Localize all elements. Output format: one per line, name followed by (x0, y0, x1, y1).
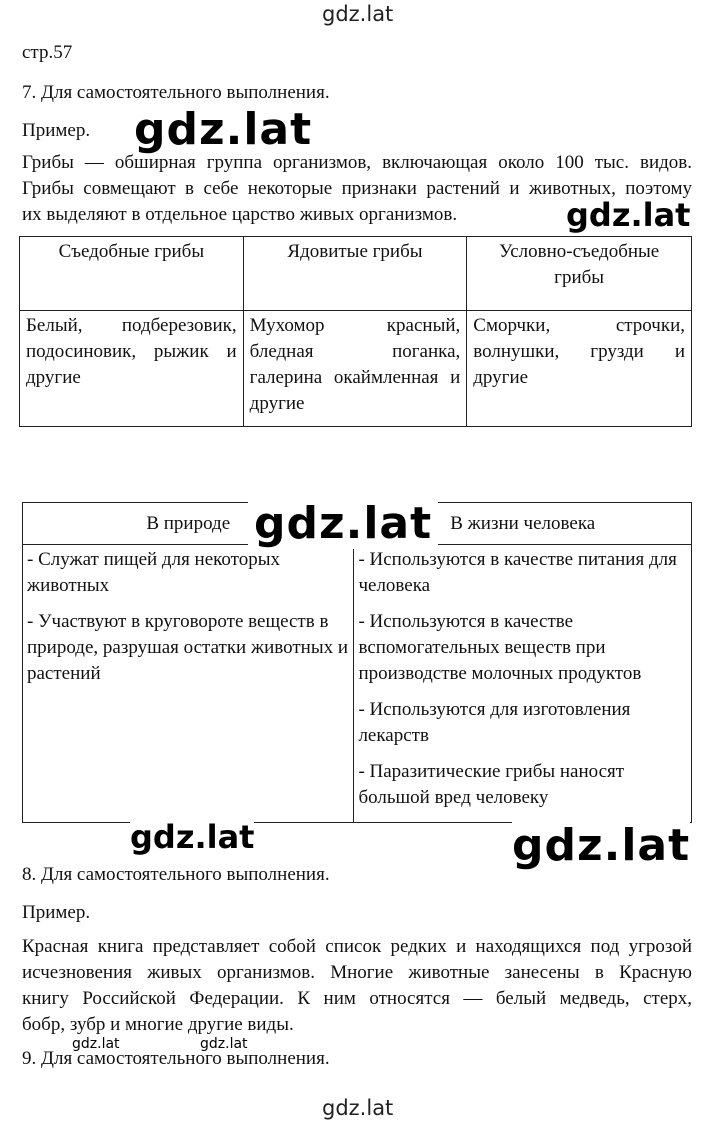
table-row (20, 311, 692, 427)
watermark-below-table-left: gdz.lat (130, 818, 255, 856)
table-header-edible: Съедобные грибы (20, 237, 244, 311)
mushroom-role-table (22, 502, 692, 823)
table-cell-in-human-life (354, 545, 692, 823)
table-header-in-nature: В природе (23, 503, 354, 545)
task7-paragraph-line: их выделяют в отдельное царство живых организмов. (22, 204, 458, 225)
task8-paragraph (22, 934, 692, 1038)
list-item: - Используются в качестве вспомогательных веществ при производстве молочных продуктов (358, 611, 642, 684)
page-reference: стр.57 (22, 42, 73, 63)
table-header-in-human-life: В жизни человека (354, 503, 692, 545)
task7-heading: 7. Для самостоятельного выполнения. (22, 82, 330, 103)
list-item: - Паразитические грибы наносят большой вред человеку (358, 761, 625, 808)
list-item: - Используются в качестве питания для человека (358, 549, 677, 596)
table-header-poisonous: Ядовитые грибы (243, 237, 467, 311)
list-item: - Используются для изготовления лекарств (358, 699, 631, 746)
watermark-table2-header: gdz.lat (248, 498, 438, 549)
watermark-top: gdz.lat (322, 2, 394, 26)
list-item: - Служат пищей для некоторых животных (27, 549, 280, 596)
task8-paragraph-line: книгу Российской Федерации. К ним относятся — белый медведь, стерх, (22, 988, 692, 1009)
watermark-tiny-right: gdz.lat (200, 1036, 248, 1052)
table-cell-in-nature (23, 545, 354, 823)
list-item: - Участвуют в круговороте веществ в природе, разрушая остатки животных и растений (27, 611, 349, 684)
table-header-conditionally-edible: Условно-съедобные грибы (467, 237, 692, 311)
task8-paragraph-line: бобр, зубр и многие другие виды. (22, 1014, 294, 1035)
task8-paragraph-line: Красная книга представляет собой список редких и находящихся под угрозой (22, 936, 692, 957)
task8-heading: 8. Для самостоятельного выполнения. (22, 864, 330, 885)
table-cell-poisonous: Мухомор красный, бледная поганка, галерина окаймленная и другие (243, 311, 467, 427)
watermark-bottom: gdz.lat (322, 1096, 394, 1120)
table-header-row (20, 237, 692, 311)
task8-paragraph-line: исчезновения живых организмов. Многие животные занесены в Красную (22, 962, 692, 983)
watermark-below-table-right: gdz.lat (512, 820, 691, 871)
table-cell-conditionally-edible: Сморчки, строчки, волнушки, грузди и другие (467, 311, 692, 427)
watermark-after-primer: gdz.lat (134, 104, 313, 155)
task8-example-label: Пример. (22, 902, 91, 923)
table-cell-edible: Белый, подберезовик, подосиновик, рыжик и другие (20, 311, 244, 427)
watermark-tiny-left: gdz.lat (72, 1036, 120, 1052)
task9-heading: 9. Для самостоятельного выполнения. (22, 1048, 330, 1069)
watermark-after-paragraph: gdz.lat (566, 196, 691, 234)
mushroom-types-table (19, 236, 692, 427)
task7-paragraph-line: Грибы — обширная группа организмов, включающая около 100 тыс. видов. (22, 152, 692, 173)
table-row (23, 545, 692, 823)
task7-paragraph-line: Грибы совмещают в себе некоторые признаки растений и животных, поэтому (22, 178, 692, 199)
task7-example-label: Пример. (22, 120, 91, 141)
